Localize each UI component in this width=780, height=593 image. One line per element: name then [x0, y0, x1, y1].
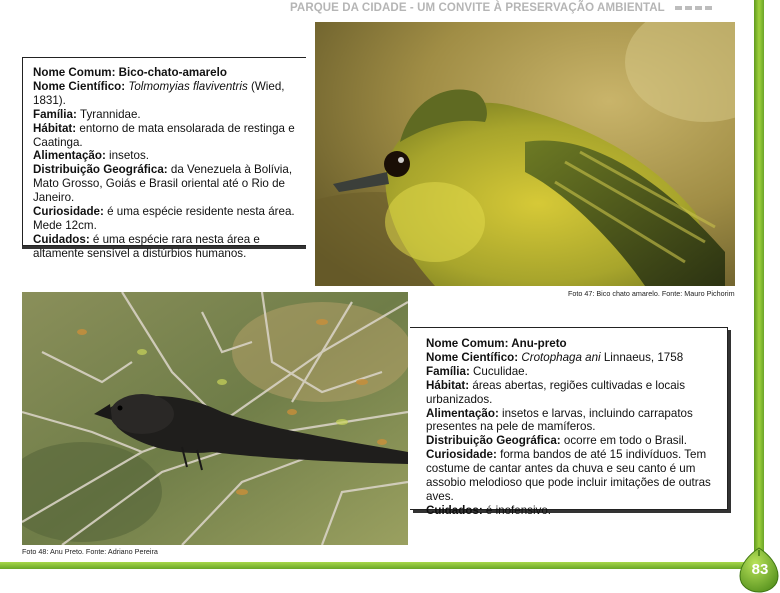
habitat-value: entorno de mata ensolarada de restinga e Caatinga.	[33, 121, 295, 149]
scientific-name-label: Nome Científico:	[33, 79, 129, 93]
green-border-right	[754, 0, 764, 570]
food-value: insetos e larvas, incluindo carrapatos presentes na pele de mamíferos.	[426, 406, 693, 434]
family-label: Família:	[33, 107, 81, 121]
food-label: Alimentação:	[33, 149, 110, 163]
curiosity-value: é uma espécie residente nesta área. Mede 12cm.	[33, 205, 295, 232]
page-header-title: PARQUE DA CIDADE - UM CONVITE À PRESERVAÇÃO AMBIENTAL	[290, 2, 665, 14]
common-name-value: Anu-preto	[511, 337, 567, 350]
scientific-name-row	[426, 351, 721, 365]
curiosity-row	[426, 448, 721, 504]
care-row	[33, 233, 300, 261]
common-name-label: Nome Comum:	[426, 337, 512, 350]
care-label: Cuidados:	[33, 232, 93, 246]
photo-anu-preto	[22, 292, 408, 545]
curiosity-label: Curiosidade:	[33, 205, 108, 219]
distribution-label: Distribuição Geográfica:	[426, 434, 564, 448]
scientific-name-row	[33, 80, 300, 108]
care-row	[426, 504, 721, 518]
scientific-name-label: Nome Científico:	[426, 350, 522, 364]
common-name-value: Bico-chato-amarelo	[118, 66, 227, 79]
distribution-label: Distribuição Geográfica:	[33, 163, 171, 177]
habitat-row	[426, 379, 721, 407]
species-card-bico-chato-amarelo	[22, 57, 306, 260]
family-row	[33, 108, 300, 122]
distribution-row	[426, 434, 721, 448]
curiosity-label: Curiosidade:	[426, 448, 501, 462]
care-value: é inofensivo.	[485, 503, 552, 517]
care-value: é uma espécie rara nesta área e altamente sensível a distúrbios humanos.	[33, 232, 260, 260]
scientific-name-value: Crotophaga ani	[521, 350, 601, 364]
food-row	[426, 407, 721, 435]
curiosity-value: forma bandos de até 15 indivíduos. Tem costume de cantar antes da chuva e seu canto é um assobio melodioso que pode incluir imitações de outras aves.	[426, 448, 711, 503]
page-number: 83	[751, 561, 769, 578]
species-card-anu-preto	[410, 327, 728, 517]
common-name-label: Nome Comum:	[33, 66, 119, 79]
photo-bico-chato-amarelo	[315, 22, 735, 286]
family-row	[426, 365, 721, 379]
distribution-value: ocorre em todo o Brasil.	[563, 434, 687, 448]
scientific-author: (Wied, 1831).	[33, 79, 285, 107]
care-label: Cuidados:	[426, 503, 486, 517]
green-border-bottom	[0, 562, 760, 569]
habitat-row	[33, 122, 300, 150]
photo-caption-48: Foto 48: Anu Preto. Fonte: Adriano Pereira	[22, 547, 158, 556]
common-name-row	[33, 66, 300, 80]
family-label: Família:	[426, 364, 474, 378]
header-dashes-decoration	[675, 6, 715, 10]
habitat-label: Hábitat:	[426, 378, 473, 392]
habitat-label: Hábitat:	[33, 121, 80, 135]
family-value: Tyrannidae.	[80, 107, 141, 121]
distribution-value: da Venezuela à Bolívia, Mato Grosso, Goiás e Brasil oriental até o Rio de Janeiro.	[33, 163, 293, 205]
distribution-row	[33, 163, 300, 205]
habitat-value: áreas abertas, regiões cultivadas e locais urbanizados.	[426, 378, 686, 406]
food-label: Alimentação:	[426, 406, 503, 420]
scientific-name-value: Tolmomyias flaviventris	[128, 79, 248, 93]
scientific-author: Linnaeus, 1758	[600, 350, 684, 364]
family-value: Cuculidae.	[473, 364, 528, 378]
curiosity-row	[33, 205, 300, 233]
food-row	[33, 149, 300, 163]
photo-caption-47: Foto 47: Bico chato amarelo. Fonte: Mauro Pichorim	[568, 289, 735, 298]
food-value: insetos.	[109, 149, 149, 163]
common-name-row	[426, 337, 721, 351]
